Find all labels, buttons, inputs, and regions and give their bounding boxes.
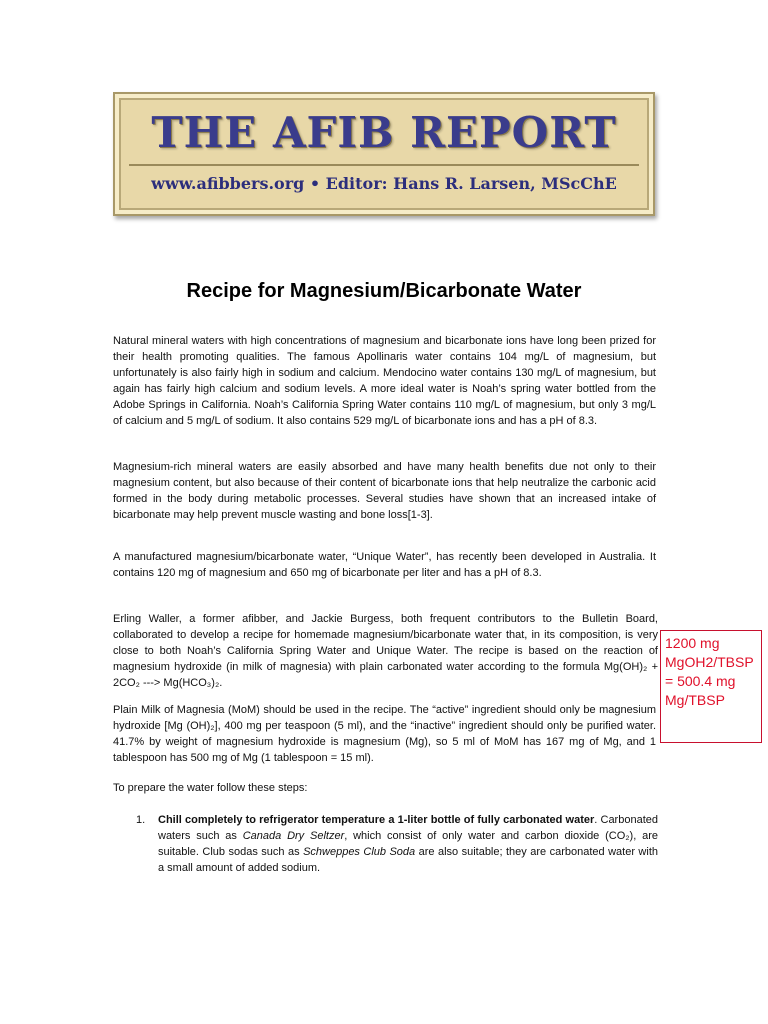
step-number: 1. [136, 814, 146, 826]
step-text: Carbonated waters such as [158, 814, 658, 842]
banner-subtitle: www.afibbers.org • Editor: Hans R. Larsen, MScChE [151, 174, 617, 193]
banner-title: THE AFIB REPORT [151, 108, 617, 157]
paragraph-intro: Natural mineral waters with high concentrations of magnesium and bicarbonate ions have long been prized for their health promoting qualities. The famous Apollinaris water contains 104 mg/L of magnesium, but unfortunately is also fairly high in sodium and calcium. Mendocino water contains 130 mg/L of magnesium, but again has fairly high calcium and sodium levels. A more ideal water is Noah’s spring water bottled from the Adobe Springs in California. Noah’s California Spring Water contains 110 mg/L of magnesium, but only 3 mg/L of calcium and 5 mg/L of sodium. It also contains 529 mg/L of bicarbonate ions and has a pH of 8.3. [113, 335, 656, 427]
step-text: are also suitable; they are carbonated water with a small amount of added sodium. [158, 846, 658, 874]
paragraph-milk-of-magnesia: Plain Milk of Magnesia (MoM) should be used in the recipe. The “active” ingredient should only be magnesium hydroxide [Mg (OH)₂], 400 mg per teaspoon (5 ml), and the “inactive” ingredient should only be purified water. 41.7% by weight of magnesium hydroxide is magnesium (Mg), so 5 ml of MoM has 167 mg of Mg, and 1 tablespoon has 500 mg of Mg (1 tablespoon = 15 ml). [113, 704, 656, 764]
product-name: Schweppes Club Soda [303, 846, 416, 858]
step-body [158, 812, 658, 876]
paragraph-benefits: Magnesium-rich mineral waters are easily absorbed and have many health benefits due not only to their magnesium content, but also because of their content of bicarbonate ions that help neutralize the carbonic acid formed in the body during metabolic processes. Several studies have shown that an increased intake of bicarbonate may help prevent muscle wasting and bone loss[1-3]. [113, 461, 656, 521]
step-heading-period: . [594, 814, 598, 826]
afib-report-banner [113, 92, 655, 216]
paragraph-recipe-origin: Erling Waller, a former afibber, and Jackie Burgess, both frequent contributors to the Bulletin Board, collaborated to develop a recipe for homemade magnesium/bicarbonate water that, in its composition, is very close to both Noah’s California Spring Water and Unique Water. The recipe is based on the reaction of magnesium hydroxide (in milk of magnesia) with plain carbonated water according to the formula Mg(OH)₂ + 2CO₂ ---> Mg(HCO₃)₂. [113, 613, 658, 689]
document-title: Recipe for Magnesium/Bicarbonate Water [186, 280, 582, 302]
paragraph-steps-intro: To prepare the water follow these steps: [113, 782, 308, 794]
step-text: , which consist of only water and carbon dioxide (CO₂), are suitable. Club sodas such as [158, 830, 658, 858]
banner-divider [129, 164, 639, 166]
paragraph-unique-water: A manufactured magnesium/bicarbonate water, “Unique Water”, has recently been developed in Australia. It contains 120 mg of magnesium and 650 mg of bicarbonate per liter and has a pH of 8.3. [113, 551, 656, 579]
annotation-comment-box: 1200 mg MgOH2/TBSP = 500.4 mg Mg/TBSP [660, 630, 762, 743]
product-name: Canada Dry Seltzer [242, 830, 345, 842]
step-heading: Chill completely to refrigerator temperature a 1-liter bottle of fully carbonated water [158, 814, 595, 826]
